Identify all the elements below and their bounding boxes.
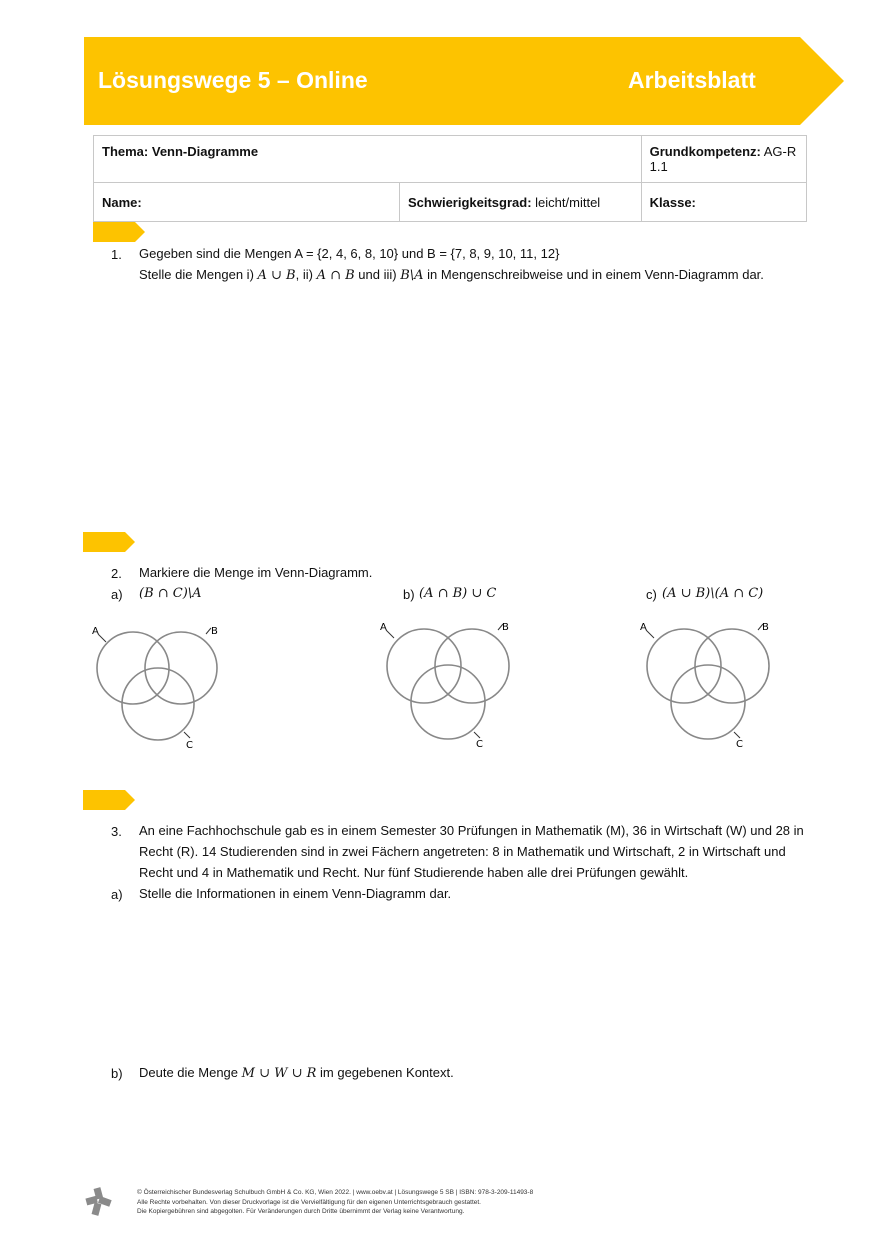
venn-b-label-a: A: [380, 622, 387, 633]
venn-b-label-b: B: [502, 622, 509, 633]
venn-diagram-c[interactable]: [634, 616, 774, 752]
task3a-label: a): [111, 887, 123, 902]
task2-number: 2.: [111, 566, 122, 581]
task1-expr-ii: A ∩ B: [316, 268, 355, 283]
klasse-cell[interactable]: [641, 183, 806, 222]
venn-diagram-a[interactable]: [88, 620, 223, 752]
footer-line2: Alle Rechte vorbehalten. Von dieser Druckvorlage ist die Vervielfältigung für den eigenen Unterrichtsgebrauch gestattet.: [137, 1198, 481, 1206]
task1-line2-post: in Mengenschreibweise und in einem Venn-Diagramm dar.: [423, 267, 764, 282]
task3b-post: im gegebenen Kontext.: [316, 1065, 454, 1080]
task2a-expr: (B ∩ C)\A: [139, 586, 202, 601]
schwierigkeit-cell: [400, 183, 642, 222]
footer: [137, 1188, 533, 1217]
task2b-label: b): [403, 587, 415, 602]
document-type: Arbeitsblatt: [628, 67, 756, 93]
thema-cell: [94, 136, 642, 183]
grundkompetenz-cell: [641, 136, 806, 183]
task3-line2: Recht (R). 14 Studierenden sind in zwei Fächern angetreten: 8 in Mathematik und Wirtschaft, 2 in Wirtschaft und: [139, 844, 786, 859]
schwierigkeit-label: Schwierigkeitsgrad:: [408, 194, 532, 210]
task-tag-3: [83, 790, 135, 810]
task3b-label: b): [111, 1066, 123, 1081]
task1-sep-iii: und iii): [354, 267, 401, 282]
venn-b-circle-a[interactable]: [387, 629, 461, 703]
task1-expr-iii: B\A: [400, 268, 424, 283]
thema-value: Venn-Diagramme: [151, 144, 259, 159]
task1-line2-pre: Stelle die Mengen i): [139, 267, 258, 282]
venn-c-label-b: B: [762, 622, 769, 633]
task2c-expr: (A ∪ B)\(A ∩ C): [662, 586, 764, 601]
venn-b-circle-c[interactable]: [411, 665, 485, 739]
footer-line1: © Österreichischer Bundesverlag Schulbuch GmbH & Co. KG, Wien 2022. | www.oebv.at | Lösungswege 5 SB | ISBN: 978-3-209-11493-8: [137, 1189, 534, 1196]
task3b-pre: Deute die Menge: [139, 1065, 242, 1080]
schwierigkeit-value: leicht/mittel: [535, 194, 601, 210]
task2c-label: c): [646, 587, 657, 602]
name-label: Name:: [102, 194, 142, 210]
venn-diagram-b[interactable]: [374, 616, 514, 752]
header-banner: [84, 37, 844, 125]
grundkompetenz-value: AG-R 1.1: [649, 144, 797, 174]
task3-line3: Recht und 4 in Mathematik und Recht. Nur fünf Studierende haben alle drei Prüfungen gewählt.: [139, 865, 689, 880]
info-table: [93, 135, 807, 222]
task1-line2: [139, 264, 819, 286]
venn-a-label-c: C: [186, 740, 193, 751]
name-cell[interactable]: [94, 183, 400, 222]
venn-c-circle-a[interactable]: [647, 629, 721, 703]
venn-b-circle-b[interactable]: [435, 629, 509, 703]
thema-label: Thema:: [102, 144, 149, 159]
task3-number: 3.: [111, 824, 122, 839]
task3-line1: An eine Fachhochschule gab es in einem Semester 30 Prüfungen in Mathematik (M), 36 in Wirtschaft (W) und 28 in: [139, 823, 804, 838]
grundkompetenz-label: Grundkompetenz:: [649, 144, 761, 159]
venn-a-label-b: B: [211, 626, 218, 637]
task-tag-2: [83, 532, 135, 552]
task1-sep-ii: , ii): [295, 267, 317, 282]
publisher-logo-icon: [84, 1186, 114, 1216]
venn-c-circle-b[interactable]: [695, 629, 769, 703]
task3-text: [139, 820, 829, 883]
venn-c-label-c: C: [736, 739, 743, 750]
footer-line3: Die Kopiergebühren sind abgegolten. Für Veränderungen durch Dritte übernimmt der Verlag keine Verantwortung.: [137, 1208, 465, 1215]
task2-intro: Markiere die Menge im Venn-Diagramm.: [139, 565, 373, 580]
task3a-text: Stelle die Informationen in einem Venn-Diagramm dar.: [139, 886, 452, 901]
task3b-expr: M ∪ W ∪ R: [241, 1066, 317, 1081]
task1-text: [139, 243, 819, 286]
klasse-label: Klasse:: [649, 194, 696, 210]
task-tag-1: [93, 222, 145, 242]
venn-c-label-a: A: [640, 622, 647, 633]
venn-b-label-c: C: [476, 739, 483, 750]
task1-expr-i: A ∪ B: [257, 268, 296, 283]
task1-line1: Gegeben sind die Mengen A = {2, 4, 6, 8, 10} und B = {7, 8, 9, 10, 11, 12}: [139, 246, 560, 261]
venn-c-circle-c[interactable]: [671, 665, 745, 739]
venn-a-label-a: A: [92, 626, 99, 637]
task1-number: 1.: [111, 247, 122, 262]
task3b-text: [139, 1062, 454, 1084]
task2a-label: a): [111, 587, 123, 602]
task2b-expr: (A ∩ B) ∪ C: [419, 586, 497, 601]
page-title: Lösungswege 5 – Online: [98, 67, 368, 93]
